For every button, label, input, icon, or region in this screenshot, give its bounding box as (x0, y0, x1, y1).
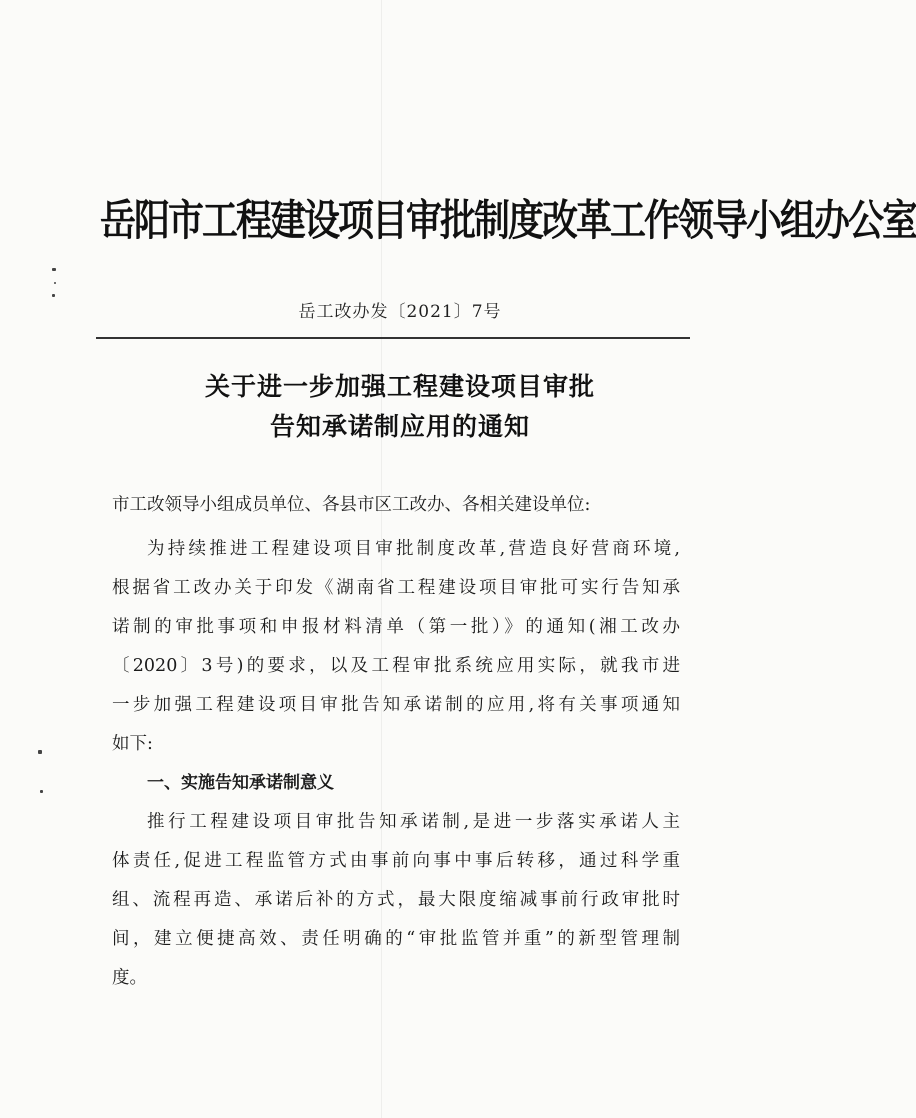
scan-mark-1 (52, 268, 56, 271)
addressee: 市工改领导小组成员单位、各县市区工改办、各相关建设单位: (112, 495, 591, 515)
notice-title-line-2: 告知承诺制应用的通知 (269, 412, 530, 441)
intro-line-4: 〔2020〕3号)的要求，以及工程审批系统应用实际，就我市进 (112, 656, 680, 676)
section-1-line-3: 组、流程再造、承诺后补的方式，最大限度缩减事前行政审批时 (112, 890, 680, 910)
document-number: 岳工改办发〔2021〕7号 (298, 302, 502, 322)
section-1-line-5: 度。 (112, 968, 147, 988)
section-1-heading: 一、实施告知承诺制意义 (147, 773, 334, 793)
section-1-line-2: 体责任,促进工程监管方式由事前向事中事后转移，通过科学重 (112, 851, 680, 871)
intro-line-5: 一步加强工程建设项目审批告知承诺制的应用,将有关事项通知 (112, 695, 680, 715)
intro-line-6: 如下: (112, 734, 153, 754)
section-1-line-4: 间，建立便捷高效、责任明确的“审批监管并重”的新型管理制 (112, 929, 680, 949)
scan-mark-5 (40, 790, 43, 793)
issuer-masthead: 岳阳市工程建设项目审批制度改革工作领导小组办公室 (100, 197, 916, 246)
notice-title-line-1: 关于进一步加强工程建设项目审批 (204, 372, 595, 401)
scan-mark-4 (38, 750, 42, 754)
section-1-line-1: 推行工程建设项目审批告知承诺制,是进一步落实承诺人主 (147, 812, 680, 832)
intro-line-2: 根据省工改办关于印发《湖南省工程建设项目审批可实行告知承 (112, 578, 680, 598)
intro-line-3: 诺制的审批事项和申报材料清单（第一批）》的通知(湘工改办 (112, 617, 680, 637)
scan-mark-2 (54, 282, 56, 284)
intro-line-1: 为持续推进工程建设项目审批制度改革,营造良好营商环境, (147, 539, 680, 559)
header-divider (96, 337, 690, 339)
